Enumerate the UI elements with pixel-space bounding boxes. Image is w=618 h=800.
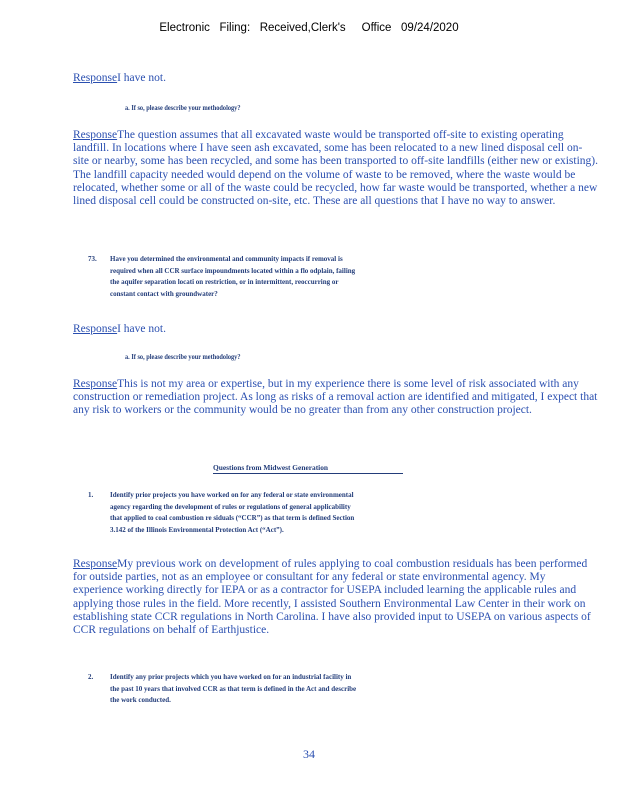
response-label: Response xyxy=(73,129,118,141)
section-heading: Questions from Midwest Generation xyxy=(213,463,403,474)
question-73 xyxy=(88,254,548,300)
response-text: I have not. xyxy=(117,72,166,84)
question-2 xyxy=(88,672,548,707)
question-line: that applied to coal combustion re siduals (“CCR”) as that term is defined Section xyxy=(110,514,355,522)
response-label: Response xyxy=(73,323,118,335)
question-line: agency regarding the development of rules or regulations of general applicability xyxy=(110,502,351,511)
response-label: Response xyxy=(73,378,118,390)
response-text: My previous work on development of rules applying to coal combustion residuals has been performed for outside parties, not as an employee or consultant for any federal or state environmental agency. My experience working directly for IEPA or as a contractor for USEPA included learning the applicable rules and applying those rules in the field. More recently, I assisted Southern Environmental Law Center in their work on establishing state CCR regulations in North Carolina. I have also provided input to USEPA on various aspects of CCR regulations on behalf of Earthjustice. xyxy=(73,558,591,637)
response-2 xyxy=(73,129,598,208)
response-4 xyxy=(73,378,598,418)
question-line: the past 10 years that involved CCR as that term is defined in the Act and describe xyxy=(110,684,357,693)
question-line: required when all CCR surface impoundments located within a flo odplain, failing xyxy=(110,266,356,275)
sub-question-a-1: a. If so, please describe your methodology? xyxy=(125,104,241,112)
question-1 xyxy=(88,490,548,536)
filing-header: Electronic Filing: Received,Clerk's Office 09/24/2020 xyxy=(159,22,459,34)
response-5 xyxy=(73,558,598,637)
question-number: 73. xyxy=(88,255,97,263)
response-3 xyxy=(73,323,598,336)
question-line: constant contact with groundwater? xyxy=(110,289,218,298)
question-number: 1. xyxy=(88,491,94,499)
page-number: 34 xyxy=(303,747,315,761)
response-1 xyxy=(73,72,598,85)
question-line: Have you determined the environmental and community impacts if removal is xyxy=(110,255,343,263)
response-label: Response xyxy=(73,72,118,84)
question-line: Identify any prior projects which you have worked on for an industrial facility in xyxy=(110,673,352,681)
sub-question-a-2: a. If so, please describe your methodology? xyxy=(125,353,241,361)
question-line: 3.142 of the Illinois Environmental Protection Act (“Act”). xyxy=(110,525,284,534)
question-line: the aquifer separation locati on restriction, or in intermittent, reoccurring or xyxy=(110,278,339,286)
question-number: 2. xyxy=(88,673,94,681)
question-line: the work conducted. xyxy=(110,696,171,704)
response-text: This is not my area or expertise, but in my experience there is some level of risk associated with any construction or remediation project. As long as risks of a removal action are identified and mitigated, I expect that any risk to workers or the community would be no greater than from any other construction project. xyxy=(73,378,598,417)
response-text: I have not. xyxy=(117,323,166,335)
response-label: Response xyxy=(73,558,118,570)
question-line: Identify prior projects you have worked on for any federal or state environmental xyxy=(110,491,354,499)
response-text: The question assumes that all excavated waste would be transported off-site to existing operating landfill. In locations where I have seen ash excavated, some has been relocated to a new lined disposal cell on-site or nearby, some has been recycled, and some has been transported to off-site landfills (either new or existing). The landfill capacity needed would depend on the volume of waste to be removed, where the waste would be relocated, whether some or all of the waste could be recycled, how far waste would be transported, whether a new lined disposal cell could be constructed on-site, etc. These are all questions that I have no way to answer. xyxy=(73,129,598,208)
